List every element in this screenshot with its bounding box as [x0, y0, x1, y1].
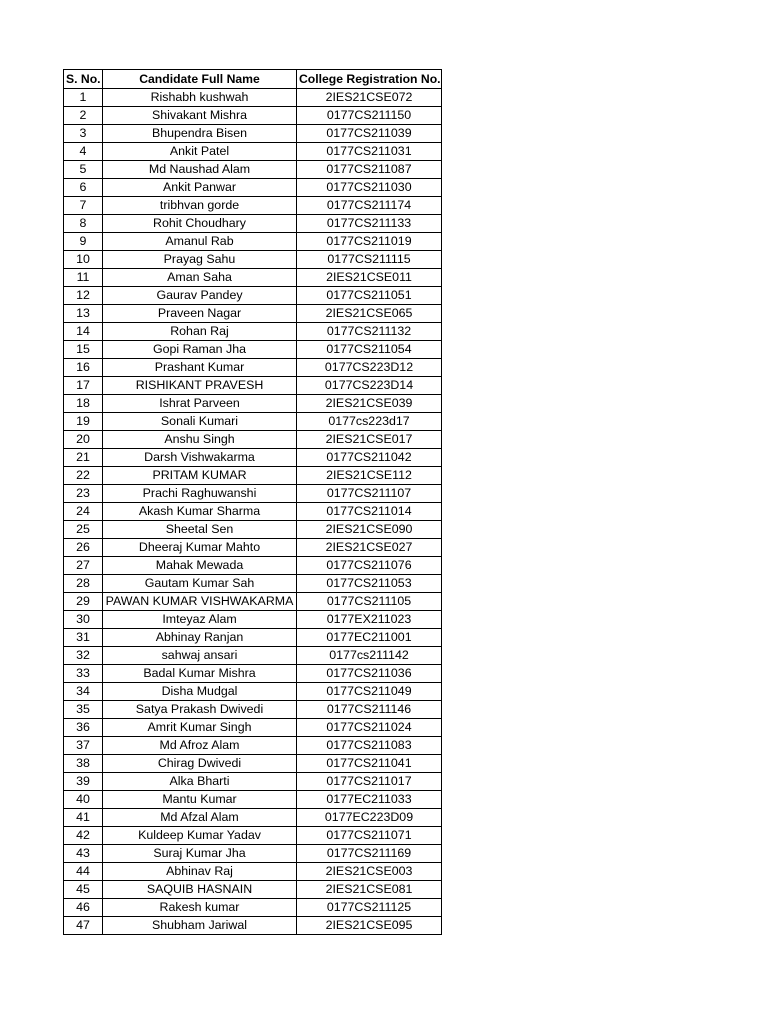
registration-number-cell: 0177CS211051 [297, 287, 442, 305]
header-serial-number: S. No. [64, 70, 103, 89]
candidate-name-cell: Imteyaz Alam [103, 611, 297, 629]
registration-number-cell: 2IES21CSE017 [297, 431, 442, 449]
serial-number-cell: 26 [64, 539, 103, 557]
registration-number-cell: 2IES21CSE095 [297, 917, 442, 935]
table-row [64, 755, 442, 773]
candidate-name-cell: Mantu Kumar [103, 791, 297, 809]
serial-number-cell: 45 [64, 881, 103, 899]
serial-number-cell: 2 [64, 107, 103, 125]
registration-number-cell: 0177EC211033 [297, 791, 442, 809]
registration-number-cell: 0177CS211036 [297, 665, 442, 683]
candidate-name-cell: Gopi Raman Jha [103, 341, 297, 359]
serial-number-cell: 7 [64, 197, 103, 215]
candidate-name-cell: Anshu Singh [103, 431, 297, 449]
serial-number-cell: 32 [64, 647, 103, 665]
registration-number-cell: 0177CS211174 [297, 197, 442, 215]
candidate-name-cell: Md Naushad Alam [103, 161, 297, 179]
candidate-name-cell: Dheeraj Kumar Mahto [103, 539, 297, 557]
serial-number-cell: 1 [64, 89, 103, 107]
candidate-name-cell: Kuldeep Kumar Yadav [103, 827, 297, 845]
table-row [64, 863, 442, 881]
registration-number-cell: 0177CS223D14 [297, 377, 442, 395]
candidate-name-cell: Prashant Kumar [103, 359, 297, 377]
serial-number-cell: 24 [64, 503, 103, 521]
serial-number-cell: 30 [64, 611, 103, 629]
registration-number-cell: 0177cs223d17 [297, 413, 442, 431]
candidate-name-cell: Ankit Panwar [103, 179, 297, 197]
registration-number-cell: 0177CS211054 [297, 341, 442, 359]
registration-number-cell: 0177CS211014 [297, 503, 442, 521]
candidate-name-cell: Chirag Dwivedi [103, 755, 297, 773]
registration-number-cell: 2IES21CSE112 [297, 467, 442, 485]
candidate-name-cell: Prayag Sahu [103, 251, 297, 269]
serial-number-cell: 27 [64, 557, 103, 575]
candidate-name-cell: Bhupendra Bisen [103, 125, 297, 143]
table-row [64, 539, 442, 557]
registration-number-cell: 0177EC223D09 [297, 809, 442, 827]
registration-number-cell: 0177CS211019 [297, 233, 442, 251]
candidate-name-cell: Shivakant Mishra [103, 107, 297, 125]
table-row [64, 125, 442, 143]
table-header [64, 70, 442, 89]
table-row [64, 845, 442, 863]
table-row [64, 719, 442, 737]
serial-number-cell: 20 [64, 431, 103, 449]
candidate-name-cell: Rohit Choudhary [103, 215, 297, 233]
serial-number-cell: 16 [64, 359, 103, 377]
table-row [64, 521, 442, 539]
table-row [64, 557, 442, 575]
serial-number-cell: 47 [64, 917, 103, 935]
serial-number-cell: 42 [64, 827, 103, 845]
registration-number-cell: 2IES21CSE011 [297, 269, 442, 287]
registration-number-cell: 0177CS223D12 [297, 359, 442, 377]
serial-number-cell: 23 [64, 485, 103, 503]
candidate-name-cell: Abhinav Raj [103, 863, 297, 881]
candidate-name-cell: Aman Saha [103, 269, 297, 287]
registration-number-cell: 0177CS211107 [297, 485, 442, 503]
table-row [64, 503, 442, 521]
table-row [64, 359, 442, 377]
registration-number-cell: 0177EC211001 [297, 629, 442, 647]
registration-number-cell: 2IES21CSE039 [297, 395, 442, 413]
table-row [64, 89, 442, 107]
serial-number-cell: 43 [64, 845, 103, 863]
registration-number-cell: 0177CS211017 [297, 773, 442, 791]
candidate-name-cell: Amrit Kumar Singh [103, 719, 297, 737]
table-row [64, 701, 442, 719]
registration-number-cell: 0177CS211071 [297, 827, 442, 845]
candidate-name-cell: Md Afzal Alam [103, 809, 297, 827]
table-row [64, 737, 442, 755]
candidate-name-cell: Suraj Kumar Jha [103, 845, 297, 863]
table-row [64, 467, 442, 485]
serial-number-cell: 44 [64, 863, 103, 881]
serial-number-cell: 14 [64, 323, 103, 341]
registration-number-cell: 0177CS211146 [297, 701, 442, 719]
registration-number-cell: 2IES21CSE065 [297, 305, 442, 323]
table-row [64, 647, 442, 665]
candidate-name-cell: Prachi Raghuwanshi [103, 485, 297, 503]
serial-number-cell: 46 [64, 899, 103, 917]
table-row [64, 143, 442, 161]
table-row [64, 449, 442, 467]
candidate-name-cell: Sheetal Sen [103, 521, 297, 539]
registration-number-cell: 0177CS211053 [297, 575, 442, 593]
header-registration-number: College Registration No. [297, 70, 442, 89]
table-row [64, 899, 442, 917]
serial-number-cell: 4 [64, 143, 103, 161]
serial-number-cell: 39 [64, 773, 103, 791]
registration-number-cell: 0177CS211125 [297, 899, 442, 917]
serial-number-cell: 3 [64, 125, 103, 143]
serial-number-cell: 35 [64, 701, 103, 719]
serial-number-cell: 10 [64, 251, 103, 269]
candidate-name-cell: Gaurav Pandey [103, 287, 297, 305]
candidate-name-cell: sahwaj ansari [103, 647, 297, 665]
candidate-name-cell: Sonali Kumari [103, 413, 297, 431]
registration-number-cell: 0177CS211030 [297, 179, 442, 197]
table-row [64, 341, 442, 359]
serial-number-cell: 22 [64, 467, 103, 485]
table-row [64, 611, 442, 629]
registration-number-cell: 0177CS211169 [297, 845, 442, 863]
table-row [64, 287, 442, 305]
candidate-name-cell: Darsh Vishwakarma [103, 449, 297, 467]
candidate-name-cell: Abhinay Ranjan [103, 629, 297, 647]
serial-number-cell: 28 [64, 575, 103, 593]
registration-number-cell: 0177cs211142 [297, 647, 442, 665]
registration-number-cell: 2IES21CSE072 [297, 89, 442, 107]
table-row [64, 161, 442, 179]
registration-number-cell: 0177EX211023 [297, 611, 442, 629]
candidate-name-cell: Rohan Raj [103, 323, 297, 341]
serial-number-cell: 37 [64, 737, 103, 755]
table-row [64, 593, 442, 611]
table-row [64, 665, 442, 683]
registration-number-cell: 0177CS211083 [297, 737, 442, 755]
registration-number-cell: 0177CS211041 [297, 755, 442, 773]
registration-number-cell: 0177CS211150 [297, 107, 442, 125]
header-candidate-name: Candidate Full Name [103, 70, 297, 89]
candidate-name-cell: Gautam Kumar Sah [103, 575, 297, 593]
table-row [64, 773, 442, 791]
registration-number-cell: 0177CS211024 [297, 719, 442, 737]
candidate-name-cell: RISHIKANT PRAVESH [103, 377, 297, 395]
serial-number-cell: 41 [64, 809, 103, 827]
table-row [64, 791, 442, 809]
candidate-name-cell: Ishrat Parveen [103, 395, 297, 413]
registration-number-cell: 0177CS211115 [297, 251, 442, 269]
serial-number-cell: 6 [64, 179, 103, 197]
table-row [64, 431, 442, 449]
registration-number-cell: 0177CS211132 [297, 323, 442, 341]
table-row [64, 233, 442, 251]
candidate-name-cell: Akash Kumar Sharma [103, 503, 297, 521]
registration-number-cell: 0177CS211031 [297, 143, 442, 161]
serial-number-cell: 19 [64, 413, 103, 431]
serial-number-cell: 36 [64, 719, 103, 737]
table-row [64, 683, 442, 701]
table-row [64, 413, 442, 431]
table-row [64, 179, 442, 197]
serial-number-cell: 25 [64, 521, 103, 539]
candidate-name-cell: Md Afroz Alam [103, 737, 297, 755]
registration-number-cell: 2IES21CSE027 [297, 539, 442, 557]
table-row [64, 197, 442, 215]
serial-number-cell: 40 [64, 791, 103, 809]
table-row [64, 575, 442, 593]
table-row [64, 215, 442, 233]
candidate-name-cell: PAWAN KUMAR VISHWAKARMA [103, 593, 297, 611]
candidate-name-cell: Ankit Patel [103, 143, 297, 161]
table-row [64, 827, 442, 845]
serial-number-cell: 9 [64, 233, 103, 251]
candidate-name-cell: Disha Mudgal [103, 683, 297, 701]
candidate-name-cell: Rishabh kushwah [103, 89, 297, 107]
serial-number-cell: 21 [64, 449, 103, 467]
registration-number-cell: 0177CS211076 [297, 557, 442, 575]
serial-number-cell: 29 [64, 593, 103, 611]
table-row [64, 881, 442, 899]
serial-number-cell: 33 [64, 665, 103, 683]
serial-number-cell: 12 [64, 287, 103, 305]
serial-number-cell: 15 [64, 341, 103, 359]
candidate-name-cell: Satya Prakash Dwivedi [103, 701, 297, 719]
table-row [64, 305, 442, 323]
registration-number-cell: 0177CS211039 [297, 125, 442, 143]
serial-number-cell: 17 [64, 377, 103, 395]
table-row [64, 107, 442, 125]
registration-number-cell: 2IES21CSE003 [297, 863, 442, 881]
table-row [64, 269, 442, 287]
candidate-name-cell: Alka Bharti [103, 773, 297, 791]
serial-number-cell: 5 [64, 161, 103, 179]
candidate-name-cell: tribhvan gorde [103, 197, 297, 215]
serial-number-cell: 31 [64, 629, 103, 647]
registration-number-cell: 0177CS211042 [297, 449, 442, 467]
serial-number-cell: 18 [64, 395, 103, 413]
table-row [64, 809, 442, 827]
table-row [64, 251, 442, 269]
registration-number-cell: 0177CS211105 [297, 593, 442, 611]
candidate-table [63, 69, 442, 935]
candidate-name-cell: Praveen Nagar [103, 305, 297, 323]
candidate-name-cell: PRITAM KUMAR [103, 467, 297, 485]
serial-number-cell: 13 [64, 305, 103, 323]
candidate-name-cell: Shubham Jariwal [103, 917, 297, 935]
candidate-sheet [63, 69, 442, 935]
registration-number-cell: 2IES21CSE090 [297, 521, 442, 539]
table-row [64, 323, 442, 341]
candidate-name-cell: Mahak Mewada [103, 557, 297, 575]
serial-number-cell: 11 [64, 269, 103, 287]
table-row [64, 377, 442, 395]
header-row [64, 70, 442, 89]
registration-number-cell: 0177CS211087 [297, 161, 442, 179]
candidate-name-cell: Amanul Rab [103, 233, 297, 251]
candidate-name-cell: SAQUIB HASNAIN [103, 881, 297, 899]
serial-number-cell: 34 [64, 683, 103, 701]
table-row [64, 485, 442, 503]
table-row [64, 395, 442, 413]
candidate-name-cell: Badal Kumar Mishra [103, 665, 297, 683]
candidate-name-cell: Rakesh kumar [103, 899, 297, 917]
table-row [64, 629, 442, 647]
registration-number-cell: 2IES21CSE081 [297, 881, 442, 899]
table-row [64, 917, 442, 935]
registration-number-cell: 0177CS211049 [297, 683, 442, 701]
serial-number-cell: 38 [64, 755, 103, 773]
serial-number-cell: 8 [64, 215, 103, 233]
table-body [64, 89, 442, 935]
registration-number-cell: 0177CS211133 [297, 215, 442, 233]
